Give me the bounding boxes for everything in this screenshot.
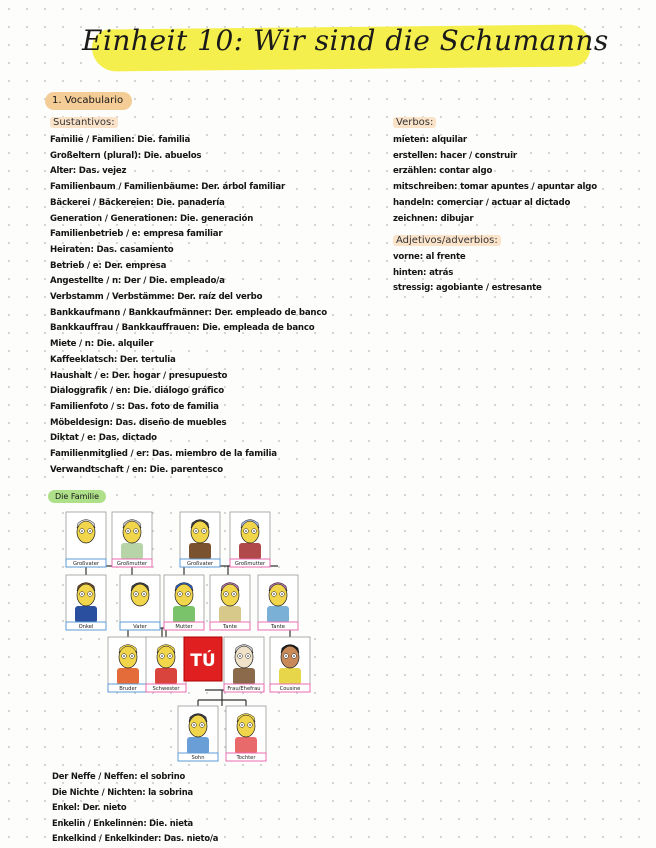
family-member-tochter — [226, 706, 266, 761]
verb-item: erzählen: contar algo — [393, 166, 493, 177]
family-member-label: Tochter — [236, 755, 256, 761]
family-member-onkel — [66, 575, 106, 630]
vocab-item: Generation / Generationen: Die. generación — [50, 213, 254, 224]
family-member-label: Vater — [133, 624, 147, 630]
family-member-label: Tante — [222, 624, 238, 630]
family-member-label: Cousine — [279, 686, 301, 692]
family-member-großmutter — [112, 512, 152, 567]
vocab-item: Familienbaum / Familienbäume: Der. árbol familiar — [50, 182, 286, 193]
sustantivos-header-text: Sustantivos: — [50, 117, 118, 128]
tu-label: TÚ — [190, 651, 216, 671]
vocab-item: Bankkauffrau / Bankkauffrauen: Die. empleada de banco — [50, 323, 315, 334]
die-familie-label: Die Familie — [48, 490, 106, 503]
vocab-item: Angestellte / n: Der / Die. empleado/a — [50, 276, 225, 287]
family-member-großvater — [66, 512, 106, 567]
page-title: Einheit 10: Wir sind die Schumanns — [82, 24, 609, 57]
family-member-mutter — [164, 575, 204, 630]
verbos-header-text: Verbos: — [393, 117, 436, 128]
family-member-tante — [258, 575, 298, 630]
family-extra-item: Die Nichte / Nichten: la sobrina — [52, 786, 193, 797]
vocab-item: Familienmitglied / er: Das. miembro de la familia — [50, 449, 277, 460]
verb-item: mieten: alquilar — [393, 135, 467, 145]
verb-item: handeln: comerciar / actuar al dictado — [393, 197, 571, 208]
family-extra-item: Enkelin / Enkelinnen: Die. nieta — [52, 817, 193, 828]
family-member-sohn — [178, 706, 218, 761]
vocab-item: Großeltern (plural): Die. abuelos — [50, 150, 202, 161]
vocab-item: Kaffeeklatsch: Der. tertulia — [50, 354, 176, 365]
vocab-item: Dialoggrafik / en: Die. diálogo gráfico — [50, 386, 224, 397]
vocab-item: Heiraten: Das. casamiento — [50, 244, 174, 255]
family-extra-item: Enkelkind / Enkelkinder: Das. nieto/a — [52, 833, 219, 843]
adjective-item: vorne: al frente — [393, 252, 466, 262]
family-member-bruder — [108, 637, 148, 692]
vocab-item: Haushalt / e: Der. hogar / presupuesto — [50, 370, 228, 381]
family-member-großmutter — [230, 512, 270, 567]
family-member-tante — [210, 575, 250, 630]
family-member-label: Bruder — [119, 686, 137, 692]
adjective-item: hinten: atrás — [393, 267, 454, 278]
family-member-label: Mutter — [175, 624, 193, 630]
family-extra-list — [52, 769, 218, 847]
family-member-label: Großvater — [186, 561, 214, 567]
vocab-item: Verwandtschaft / en: Die. parentesco — [50, 464, 223, 475]
family-extra-item: Enkel: Der. nieto — [52, 802, 127, 812]
family-member-frau-ehefrau — [224, 637, 264, 692]
family-member-vater — [120, 575, 160, 630]
vocab-item: Miete / n: Die. alquiler — [50, 339, 154, 350]
verb-item: zeichnen: dibujar — [393, 213, 474, 224]
family-member-label: Sohn — [191, 755, 205, 761]
family-member-label: Onkel — [78, 624, 94, 630]
vocab-item: Diktat / e: Das. dictado — [50, 433, 157, 444]
vocab-item: Betrieb / e: Der. empresa — [50, 260, 167, 271]
adjective-item: stressig: agobiante / estresante — [393, 283, 542, 294]
family-extra-item: Der Neffe / Neffen: el sobrino — [52, 771, 186, 781]
verb-item: mitschreiben: tomar apuntes / apuntar algo — [393, 182, 597, 193]
family-member-label: Schwester — [152, 686, 180, 692]
family-member-cousine — [270, 637, 310, 692]
vocab-item: Möbeldesign: Das. diseño de muebles — [50, 417, 227, 428]
family-member-label: Großmutter — [116, 561, 148, 567]
vocab-item: Alter: Das. vejez — [50, 166, 127, 177]
family-member-großvater — [180, 512, 220, 567]
tu-box — [184, 637, 222, 681]
vocab-item: Verbstamm / Verbstämme: Der. raíz del verbo — [50, 292, 263, 303]
vocab-item: Bäckerei / Bäckereien: Die. panadería — [50, 197, 225, 208]
vocab-item: Familie / Familien: Die. familia — [50, 135, 191, 145]
family-member-label: Tante — [270, 624, 286, 630]
vocab-item: Familienbetrieb / e: empresa familiar — [50, 229, 223, 240]
family-member-label: Großmutter — [234, 561, 266, 567]
vocab-item: Bankkaufmann / Bankkaufmänner: Der. empleado de banco — [50, 307, 327, 318]
section-heading-vocabulario: 1. Vocabulario — [45, 92, 132, 110]
verb-item: erstellen: hacer / construir — [393, 150, 517, 161]
family-member-label: Frau/Ehefrau — [227, 686, 261, 692]
adjetivos-header-text: Adjetivos/adverbios: — [393, 235, 501, 246]
family-member-schwester — [146, 637, 186, 692]
family-member-label: Großvater — [72, 561, 100, 567]
vocab-item: Familienfoto / s: Das. foto de familia — [50, 401, 219, 412]
